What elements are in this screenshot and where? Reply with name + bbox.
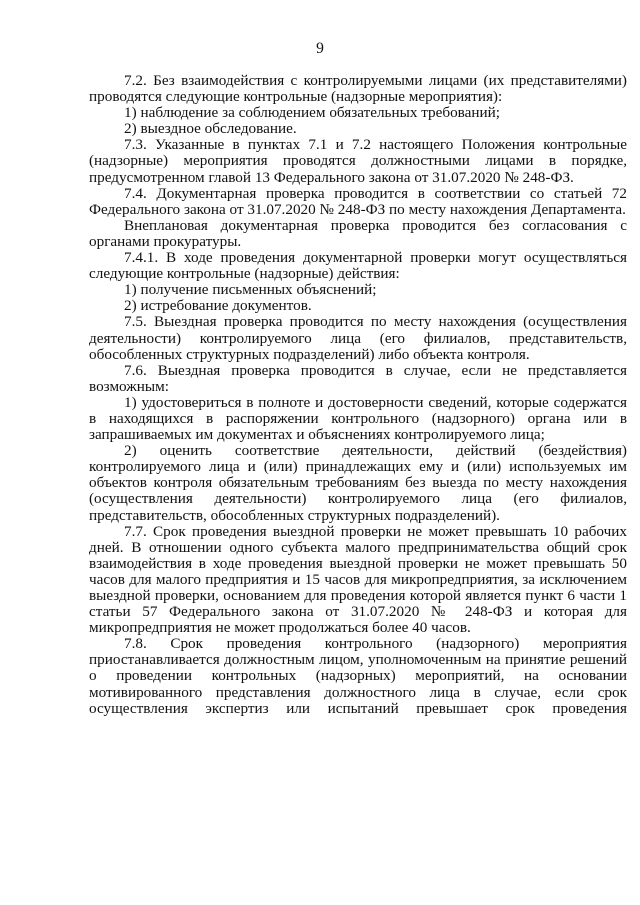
text-line: Федерального закона от 31.07.2020 № 248-ФЗ по месту нахождения Департамента. bbox=[89, 200, 626, 218]
text-line: контролируемого лица и (или) принадлежащих ему и (или) используемых им bbox=[89, 458, 627, 476]
text-line: в находящихся в распоряжении контрольного (надзорного) органа или в bbox=[89, 409, 627, 427]
text-line: взаимодействия в ходе проведения выездной проверки не может превышать 50 bbox=[89, 554, 627, 572]
text-line: микропредприятия не может продолжаться более 40 часов. bbox=[89, 619, 471, 637]
text-line: 1) наблюдение за соблюдением обязательных требований; bbox=[124, 104, 500, 122]
text-line: 2) выездное обследование. bbox=[124, 120, 297, 138]
text-line: выездной проверки, основанием для проведения которой является пункт 6 части 1 bbox=[89, 587, 627, 604]
text-line: 7.3. Указанные в пунктах 7.1 и 7.2 настоящего Положения контрольные bbox=[124, 136, 627, 154]
text-line: дней. В отношении одного субъекта малого предпринимательства общий срок bbox=[89, 538, 627, 556]
text-line: часов для малого предприятия и 15 часов для микропредприятия, за исключением bbox=[89, 570, 627, 588]
text-line: возможным: bbox=[89, 377, 169, 395]
text-line: 7.6. Выездная проверка проводится в случае, если не представляется bbox=[124, 361, 627, 379]
text-line: предусмотренном главой 13 Федерального закона от 31.07.2020 № 248-ФЗ. bbox=[89, 168, 574, 186]
text-line: 2) оценить соответствие деятельности, действий (бездействия) bbox=[124, 442, 627, 460]
document-body bbox=[89, 73, 627, 717]
text-line: 2) истребование документов. bbox=[124, 297, 312, 315]
text-line: представительств, обособленных структурных подразделений). bbox=[89, 506, 500, 524]
text-line: обособленных структурных подразделений) либо объекта контроля. bbox=[89, 345, 530, 363]
text-line: статьи 57 Федерального закона от 31.07.2020 № 248-ФЗ и которая для bbox=[89, 603, 627, 621]
text-line: о проведении контрольных (надзорных) мероприятий, на основании bbox=[89, 667, 627, 685]
text-line: органами прокуратуры. bbox=[89, 232, 242, 250]
text-line: 7.4. Документарная проверка проводится в соответствии со статьей 72 bbox=[124, 184, 627, 202]
text-line: запрашиваемых им документах и объяснениях контролируемого лица; bbox=[89, 426, 545, 444]
text-line: 7.5. Выездная проверка проводится по месту нахождения (осуществления bbox=[124, 313, 627, 331]
text-line: 1) удостовериться в полноте и достоверности сведений, которые содержатся bbox=[124, 393, 627, 411]
text-line: мотивированного представления должностного лица в случае, если срок bbox=[89, 683, 627, 701]
text-line: (надзорные) мероприятия проводятся должностными лицами в порядке, bbox=[89, 152, 627, 170]
text-line: следующие контрольные (надзорные) действия: bbox=[89, 265, 400, 283]
text-line: 1) получение письменных объяснений; bbox=[124, 281, 377, 299]
text-line: 7.7. Срок проведения выездной проверки не может превышать 10 рабочих bbox=[124, 522, 627, 540]
text-line: Внеплановая документарная проверка проводится без согласования с bbox=[124, 216, 627, 234]
text-line: 7.2. Без взаимодействия с контролируемыми лицами (их представителями) bbox=[124, 72, 627, 89]
text-line: 7.8. Срок проведения контрольного (надзорного) мероприятия bbox=[124, 635, 627, 653]
text-line: приостанавливается должностным лицом, уполномоченным на принятие решений bbox=[89, 651, 627, 669]
page-number: 9 bbox=[316, 40, 324, 57]
text-line: осуществления экспертиз или испытаний превышает срок проведения bbox=[89, 699, 627, 717]
text-line: объектов контроля обязательным требованиям без выезда по месту нахождения bbox=[89, 474, 627, 492]
text-line: 7.4.1. В ходе проведения документарной проверки могут осуществляться bbox=[124, 249, 627, 267]
text-line: (осуществления деятельности) контролируемого лица (его филиалов, bbox=[89, 490, 627, 508]
text-line: деятельности) контролируемого лица (его филиалов, представительств, bbox=[89, 329, 627, 347]
text-line: проводятся следующие контрольные (надзорные мероприятия): bbox=[89, 88, 503, 106]
